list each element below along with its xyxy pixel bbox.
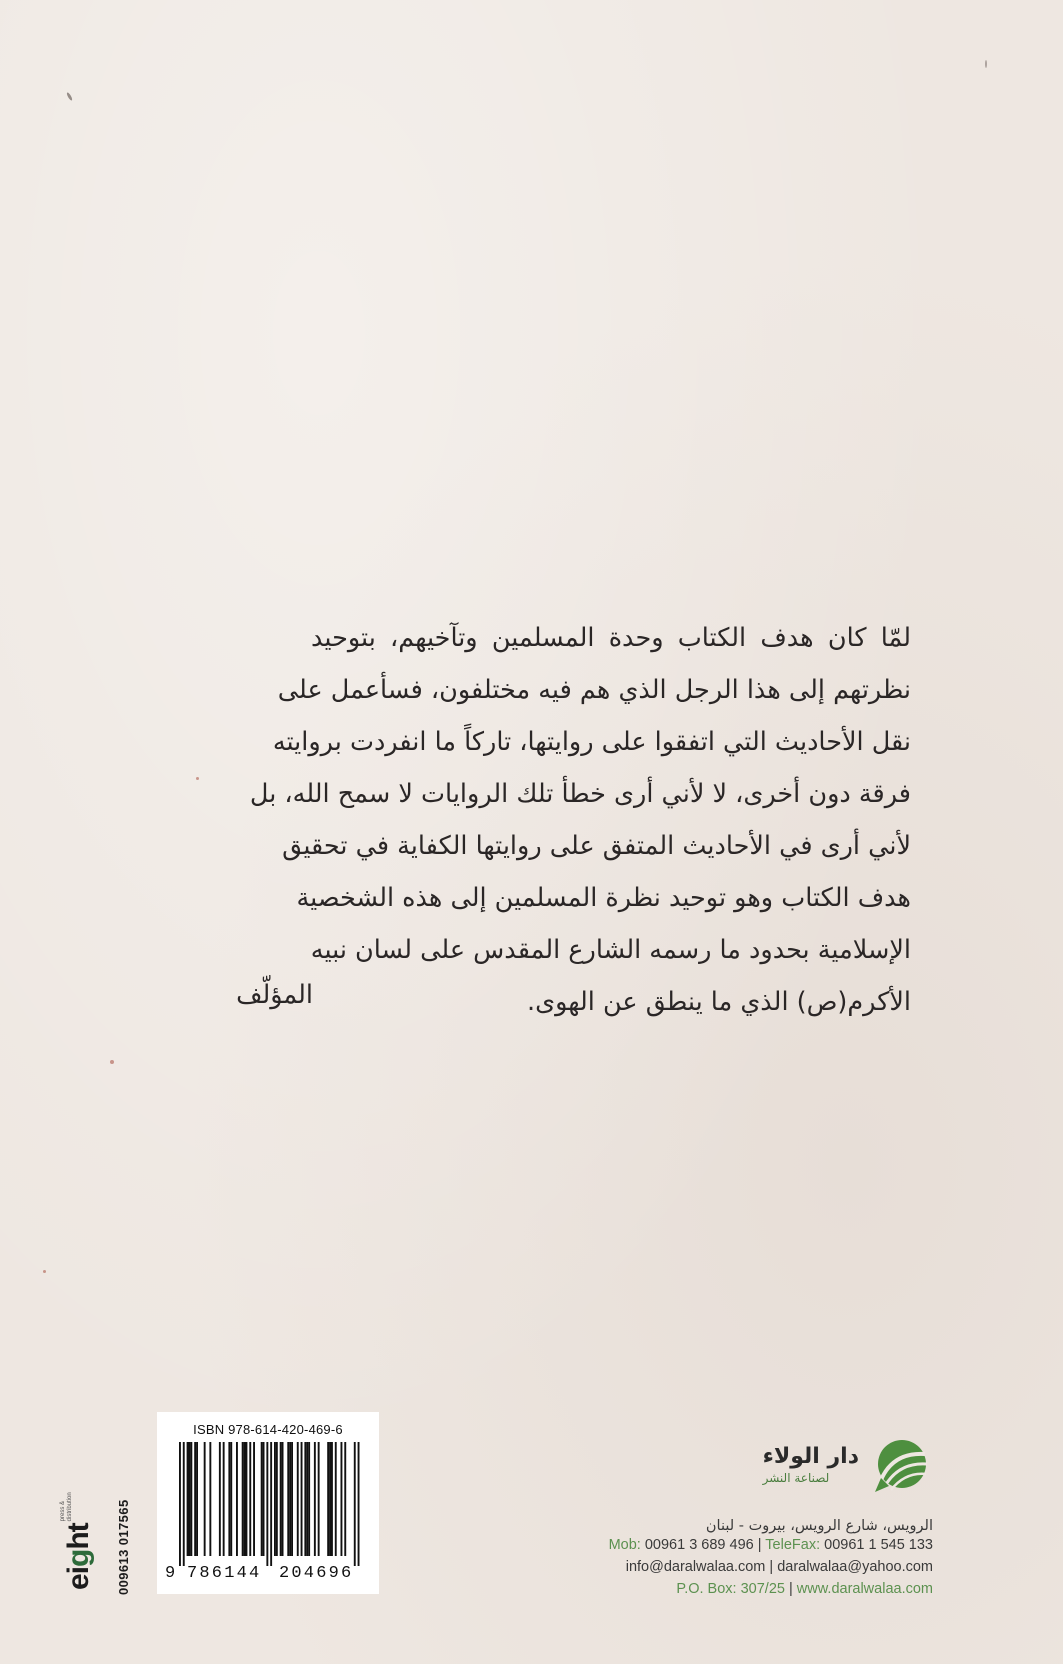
barcode-bar xyxy=(236,1442,238,1556)
separator: | xyxy=(788,1581,793,1597)
email-primary: info@daralwalaa.com xyxy=(625,1559,766,1575)
barcode-bar xyxy=(228,1442,230,1556)
blurb-line: الإسلامية بحدود ما رسمه الشارع المقدس على لسان نبيه xyxy=(310,935,911,965)
blurb-line: هدف الكتاب وهو توحيد نظرة المسلمين إلى هذه الشخصية xyxy=(296,883,911,913)
barcode-bar xyxy=(270,1442,272,1566)
website: www.daralwalaa.com xyxy=(796,1581,933,1597)
paper-speck xyxy=(110,1060,114,1064)
po-box: P.O. Box: 307/25 xyxy=(676,1581,785,1597)
blurb-line: لأني أرى في الأحاديث المتفق على روايتها الكفاية في تحقيق xyxy=(282,831,911,861)
publisher-address: الرويس، شارع الرويس، بيروت - لبنان xyxy=(705,1518,933,1534)
barcode-bar xyxy=(289,1442,291,1556)
printer-logo-subtitle xyxy=(60,1492,74,1521)
isbn-label: ISBN 978-614-420-469-6 xyxy=(193,1422,343,1437)
paper-speck xyxy=(196,777,199,780)
barcode-bar xyxy=(230,1442,232,1556)
blurb-line: الأكرم(ص) الذي ما ينطق عن الهوى. xyxy=(527,987,911,1017)
publisher-logo-row xyxy=(503,1430,933,1500)
separator: | xyxy=(769,1559,774,1575)
barcode-bar xyxy=(179,1442,181,1566)
barcode-bar xyxy=(249,1442,251,1556)
barcode-bar xyxy=(204,1442,206,1556)
barcode-bar xyxy=(263,1442,265,1556)
barcode-bar xyxy=(190,1442,192,1556)
paper-speck xyxy=(43,1270,46,1273)
barcode-bar xyxy=(246,1442,248,1556)
barcode-bar xyxy=(341,1442,343,1556)
barcode-bar xyxy=(196,1442,198,1556)
barcode-bar xyxy=(308,1442,310,1556)
barcode-bar xyxy=(242,1442,244,1556)
author-signature: المؤلّف xyxy=(236,980,313,1010)
paper-speck xyxy=(985,60,987,68)
barcode-digit-group-right: 204696 xyxy=(279,1564,354,1583)
publisher-phones xyxy=(503,1534,933,1556)
publisher-leaf-icon xyxy=(871,1434,933,1496)
printer-logo-part: g xyxy=(62,1549,95,1567)
barcode-bar xyxy=(276,1442,278,1556)
barcode-bar xyxy=(261,1442,263,1556)
blurb-line: نقل الأحاديث التي اتفقوا على روايتها، تاركاً ما انفردت بروايته xyxy=(272,727,911,757)
barcode-bars xyxy=(165,1442,375,1566)
barcode-bar xyxy=(282,1442,284,1556)
barcode-bar xyxy=(244,1442,246,1556)
barcode-bar xyxy=(329,1442,331,1556)
barcode-bar xyxy=(189,1442,191,1556)
printer-logo-subtitle-line: press & xyxy=(60,1500,66,1522)
barcode-digit-first: 9 xyxy=(165,1564,176,1583)
barcode-bar xyxy=(297,1442,299,1556)
barcode-digit-group-left: 786144 xyxy=(187,1564,262,1583)
publisher-emails xyxy=(503,1556,933,1578)
barcode-bar xyxy=(327,1442,329,1556)
printer-logo-wordmark xyxy=(64,1523,94,1590)
telefax-number: 00961 1 545 133 xyxy=(824,1537,933,1553)
separator: | xyxy=(757,1537,762,1553)
barcode-bar xyxy=(306,1442,308,1556)
printer-logo-part: ei xyxy=(62,1566,95,1590)
blurb-line: نظرتهم إلى هذا الرجل الذي هم فيه مختلفون، فسأعمل على xyxy=(277,675,911,705)
publisher-block xyxy=(503,1430,933,1600)
isbn-barcode xyxy=(157,1412,379,1594)
barcode-bar xyxy=(344,1442,346,1556)
publisher-name: دار الولاء xyxy=(762,1444,859,1469)
barcode-bar xyxy=(266,1442,268,1566)
barcode-bar xyxy=(280,1442,282,1556)
printer-logo-part: ht xyxy=(62,1523,95,1550)
printer-number: 009613 017565 xyxy=(116,1499,131,1595)
barcode-bar xyxy=(331,1442,333,1556)
barcode-bar xyxy=(219,1442,221,1556)
mobile-label: Mob: xyxy=(608,1537,641,1553)
publisher-postal-web xyxy=(503,1578,933,1600)
barcode-bar xyxy=(253,1442,255,1556)
barcode-bar xyxy=(183,1442,185,1566)
paper-speck xyxy=(66,92,73,101)
barcode-bar xyxy=(194,1442,196,1556)
barcode-bar xyxy=(291,1442,293,1556)
publisher-tagline: لصناعة النشر xyxy=(762,1471,830,1485)
email-secondary: daralwalaa@yahoo.com xyxy=(777,1559,933,1575)
barcode-bar xyxy=(318,1442,320,1556)
barcode-bar xyxy=(314,1442,316,1556)
barcode-bar xyxy=(187,1442,189,1556)
blurb-line: فرقة دون أخرى، لا لأني أرى خطأ تلك الروايات لا سمح الله، بل xyxy=(249,779,911,809)
printer-logo xyxy=(60,1492,94,1590)
barcode-bar xyxy=(358,1442,360,1566)
blurb-line: لمّا كان هدف الكتاب وحدة المسلمين وتآخيهم، بتوحيد xyxy=(311,623,911,653)
barcode-bar xyxy=(287,1442,289,1556)
printer-logo-subtitle-line: distribution xyxy=(67,1492,73,1522)
barcode-bar xyxy=(304,1442,306,1556)
publisher-name-block xyxy=(763,1444,859,1486)
barcode-bar xyxy=(301,1442,303,1556)
mobile-number: 00961 3 689 496 xyxy=(644,1537,754,1553)
telefax-label: TeleFax: xyxy=(765,1537,821,1553)
barcode-bar xyxy=(209,1442,211,1556)
barcode-bar xyxy=(223,1442,225,1556)
barcode-bar xyxy=(274,1442,276,1556)
barcode-bar xyxy=(335,1442,337,1556)
barcode-bar xyxy=(354,1442,356,1566)
